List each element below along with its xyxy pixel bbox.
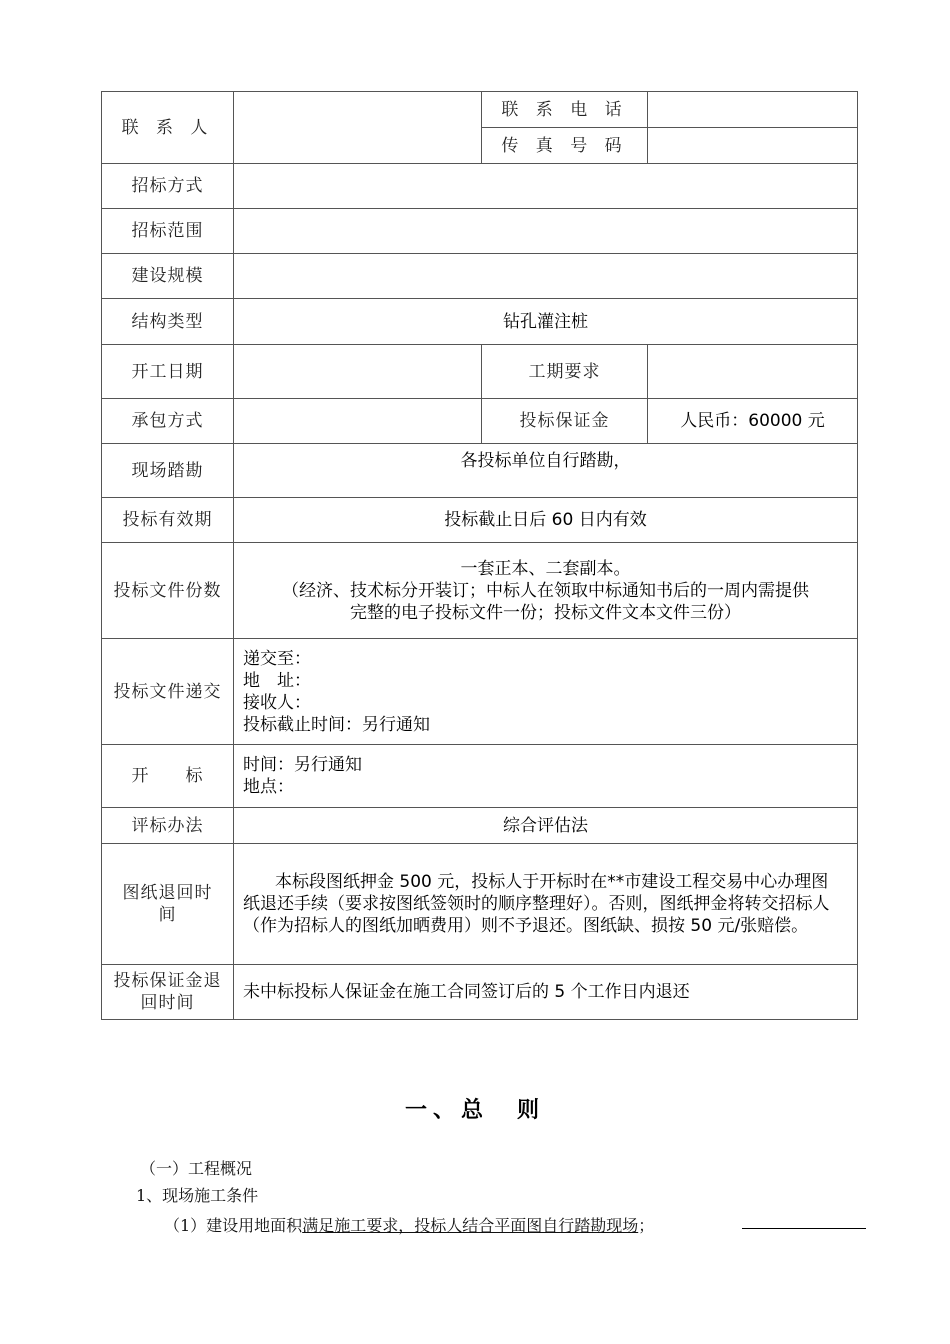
copies-row <box>102 543 858 639</box>
opening-row <box>102 745 858 808</box>
drawing-label: 图纸退回时间 <box>102 844 234 965</box>
tender-info-table <box>101 91 858 1020</box>
opening-line-2: 地点： <box>243 777 294 797</box>
site-value: 各投标单位自行踏勘， <box>234 444 858 498</box>
item-1-suffix: ； <box>638 1216 655 1235</box>
submit-line-4: 投标截止时间：另行通知 <box>243 714 430 735</box>
contact-row <box>102 92 858 128</box>
structure-label: 结构类型 <box>102 299 234 345</box>
section-title: 一、总 则 <box>404 1098 545 1123</box>
opening-label: 开 标 <box>102 745 234 808</box>
start-label: 开工日期 <box>102 345 234 399</box>
method-label: 招标方式 <box>102 164 234 209</box>
validity-label: 投标有效期 <box>102 498 234 543</box>
validity-value: 投标截止日后 60 日内有效 <box>234 498 858 543</box>
period-value <box>648 345 858 399</box>
eval-label: 评标办法 <box>102 808 234 844</box>
item-1-underlined: 满足施工要求，投标人结合平面图自行踏勘现场 <box>302 1216 639 1235</box>
fill-in-blank-line <box>742 1228 866 1229</box>
eval-value: 综合评估法 <box>234 808 858 844</box>
bond-value: 人民币：60000 元 <box>648 399 858 444</box>
scale-value <box>234 254 858 299</box>
validity-row <box>102 498 858 543</box>
submit-label: 投标文件递交 <box>102 639 234 745</box>
structure-value: 钻孔灌注桩 <box>234 299 858 345</box>
refund-row <box>102 965 858 1020</box>
method-value <box>234 164 858 209</box>
contract-value <box>234 399 482 444</box>
fax-label: 传 真 号 码 <box>482 128 648 164</box>
copies-line-1: 一套正本、二套副本。 <box>460 558 631 579</box>
contract-label: 承包方式 <box>102 399 234 444</box>
method-row <box>102 164 858 209</box>
item-1-prefix: （1）建设用地面积 <box>164 1216 303 1235</box>
contact-value <box>234 92 482 164</box>
submit-value <box>234 639 858 745</box>
drawing-value <box>234 844 858 965</box>
contact-label: 联 系 人 <box>102 92 234 164</box>
contract-row <box>102 399 858 444</box>
bond-label: 投标保证金 <box>482 399 648 444</box>
copies-value <box>234 543 858 639</box>
submit-line-1: 递交至： <box>243 648 311 669</box>
item-heading: 1、现场施工条件 <box>136 1186 259 1205</box>
item-1 <box>164 1213 654 1236</box>
start-value <box>234 345 482 399</box>
site-row <box>102 444 858 498</box>
refund-label: 投标保证金退回时间 <box>102 965 234 1020</box>
drawing-text: 本标段图纸押金 500 元，投标人于开标时在**市建设工程交易中心办理图纸退还手续（要求按图纸签领时的顺序整理好）。否则，图纸押金将转交招标人（作为招标人的图纸加晒费用）则不予退还。图纸缺、损按 50 元/张赔偿。 <box>243 872 830 936</box>
scale-row <box>102 254 858 299</box>
scope-label: 招标范围 <box>102 209 234 254</box>
copies-line-2: （经济、技术标分开装订；中标人在领取中标通知书后的一周内需提供 <box>282 580 809 601</box>
opening-value <box>234 745 858 808</box>
phone-label: 联 系 电 话 <box>482 92 648 128</box>
eval-row <box>102 808 858 844</box>
submit-row <box>102 639 858 745</box>
phone-value <box>648 92 858 128</box>
submit-line-3: 接收人： <box>243 692 311 713</box>
copies-line-3: 完整的电子投标文件一份；投标文件文本文件三份） <box>350 602 741 623</box>
opening-line-1: 时间：另行通知 <box>243 755 362 775</box>
start-row <box>102 345 858 399</box>
scope-row <box>102 209 858 254</box>
subsection-heading: （一）工程概况 <box>140 1159 253 1178</box>
structure-row <box>102 299 858 345</box>
scope-value <box>234 209 858 254</box>
fax-value <box>648 128 858 164</box>
scale-label: 建设规模 <box>102 254 234 299</box>
drawing-row <box>102 844 858 965</box>
refund-value: 未中标投标人保证金在施工合同签订后的 5 个工作日内退还 <box>234 965 858 1020</box>
site-label: 现场踏勘 <box>102 444 234 498</box>
submit-line-2: 地 址： <box>243 670 311 691</box>
period-label: 工期要求 <box>482 345 648 399</box>
copies-label: 投标文件份数 <box>102 543 234 639</box>
